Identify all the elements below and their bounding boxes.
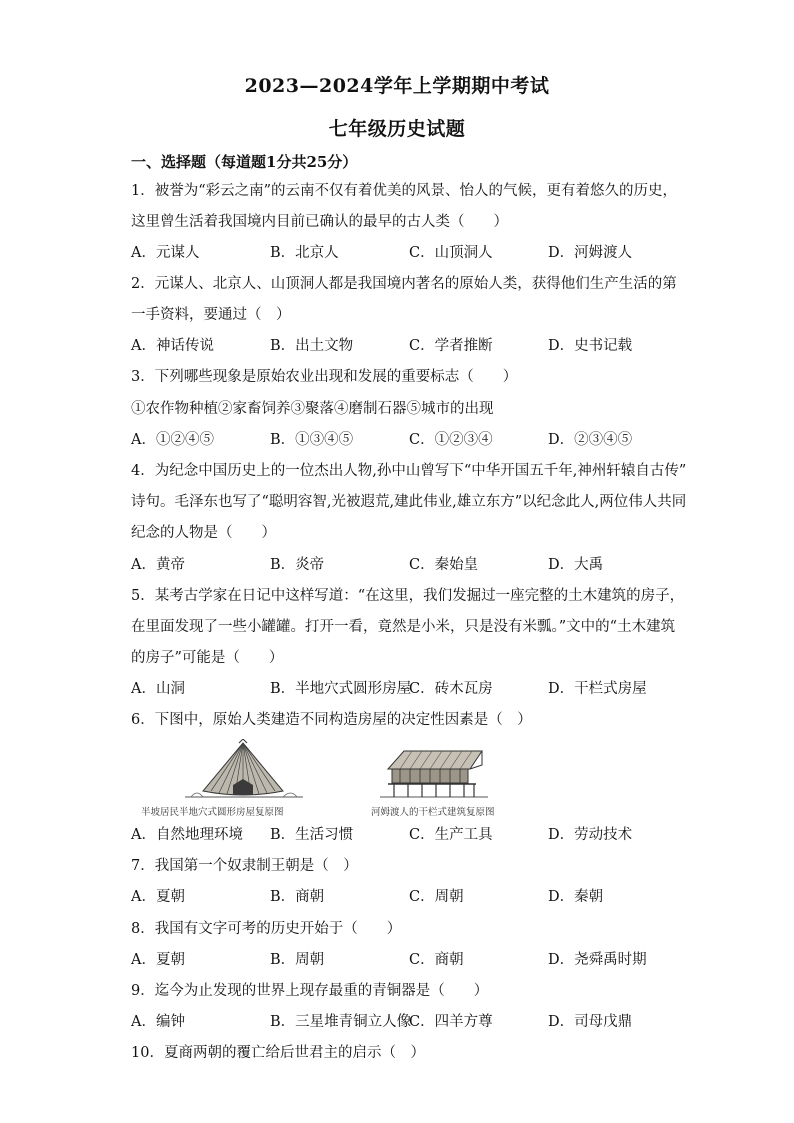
question-4-line-3: 纪念的人物是（ ） bbox=[131, 525, 276, 541]
figure-caption-1: 半坡居民半地穴式圆形房屋复原图 bbox=[141, 807, 284, 818]
question-8-options bbox=[131, 951, 691, 969]
option-c: C．四羊方尊 bbox=[409, 1014, 493, 1030]
option-b: B．周朝 bbox=[270, 952, 325, 968]
option-a: A．自然地理环境 bbox=[131, 827, 243, 843]
question-4-line-2: 诗句。毛泽东也写了“聪明容智,光被遐荒,建此伟业,雄立东方”以纪念此人,两位伟人共同 bbox=[131, 494, 687, 510]
option-c: C．①②③④ bbox=[409, 432, 493, 448]
option-d: D．史书记载 bbox=[548, 338, 633, 354]
question-2-options bbox=[131, 337, 691, 355]
exam-title: 2023—2024学年上学期期中考试 bbox=[244, 75, 550, 97]
option-c: C．秦始皇 bbox=[409, 557, 479, 573]
option-a: A．黄帝 bbox=[131, 557, 185, 573]
option-c: C．商朝 bbox=[409, 952, 464, 968]
option-b: B．炎帝 bbox=[270, 557, 325, 573]
option-c: C．周朝 bbox=[409, 889, 464, 905]
option-b: B．三星堆青铜立人像 bbox=[270, 1014, 412, 1030]
question-3-line-2: ①农作物种植②家畜饲养③聚落④磨制石器⑤城市的出现 bbox=[131, 401, 494, 417]
option-a: A．山洞 bbox=[131, 681, 185, 697]
option-a: A．夏朝 bbox=[131, 889, 185, 905]
option-d: D．②③④⑤ bbox=[548, 432, 633, 448]
question-2-line-2: 一手资料，要通过（ ） bbox=[131, 307, 291, 323]
option-b: B．半地穴式圆形房屋 bbox=[270, 681, 412, 697]
option-b: B．生活习惯 bbox=[270, 827, 354, 843]
question-9-options bbox=[131, 1013, 691, 1031]
question-6-options bbox=[131, 826, 691, 844]
question-10-line-1: 10．夏商两朝的覆亡给后世君主的启示（ ） bbox=[131, 1045, 425, 1061]
question-2-line-1: 2．元谋人、北京人、山顶洞人都是我国境内著名的原始人类，获得他们生产生活的第 bbox=[131, 276, 677, 292]
option-d: D．劳动技术 bbox=[548, 827, 633, 843]
question-9-line-1: 9．迄今为止发现的世界上现存最重的青铜器是（ ） bbox=[131, 983, 489, 999]
question-5-line-3: 的房子”可能是（ ） bbox=[131, 650, 284, 666]
question-5-options bbox=[131, 680, 691, 698]
option-b: B．商朝 bbox=[270, 889, 325, 905]
option-d: D．秦朝 bbox=[548, 889, 604, 905]
question-1-options bbox=[131, 244, 691, 262]
question-4-options bbox=[131, 556, 691, 574]
figure-caption-2: 河姆渡人的干栏式建筑复原图 bbox=[371, 807, 495, 818]
hemudu-stilt-house-figure bbox=[378, 747, 490, 801]
question-6-line-1: 6．下图中，原始人类建造不同构造房屋的决定性因素是（ ） bbox=[131, 712, 532, 728]
option-c: C．砖木瓦房 bbox=[409, 681, 493, 697]
question-8-line-1: 8．我国有文字可考的历史开始于（ ） bbox=[131, 921, 402, 937]
banpo-round-house-figure bbox=[183, 739, 305, 801]
option-a: A．①②④⑤ bbox=[131, 432, 214, 448]
question-1-line-2: 这里曾生活着我国境内目前已确认的最早的古人类（ ） bbox=[131, 214, 508, 230]
option-d: D．司母戊鼎 bbox=[548, 1014, 633, 1030]
question-3-line-1: 3．下列哪些现象是原始农业出现和发展的重要标志（ ） bbox=[131, 369, 518, 385]
option-b: B．出土文物 bbox=[270, 338, 354, 354]
option-c: C．学者推断 bbox=[409, 338, 493, 354]
question-7-line-1: 7．我国第一个奴隶制王朝是（ ） bbox=[131, 858, 358, 874]
question-5-line-2: 在里面发现了一些小罐罐。打开一看，竟然是小米，只是没有米瓢。”文中的“土木建筑 bbox=[131, 619, 676, 635]
question-7-options bbox=[131, 888, 691, 906]
exam-subtitle: 七年级历史试题 bbox=[328, 118, 466, 140]
option-d: D．大禹 bbox=[548, 557, 604, 573]
option-d: D．尧舜禹时期 bbox=[548, 952, 647, 968]
option-a: A．元谋人 bbox=[131, 245, 200, 261]
question-3-options bbox=[131, 431, 691, 449]
section-heading: 一、选择题（每道题1分共25分） bbox=[131, 153, 358, 171]
question-4-line-1: 4．为纪念中国历史上的一位杰出人物,孙中山曾写下“中华开国五千年,神州轩辕自古传” bbox=[131, 463, 687, 479]
option-a: A．夏朝 bbox=[131, 952, 185, 968]
option-d: D．干栏式房屋 bbox=[548, 681, 647, 697]
option-b: B．北京人 bbox=[270, 245, 339, 261]
question-1-line-1: 1．被誉为“彩云之南”的云南不仅有着优美的风景、怡人的气候，更有着悠久的历史， bbox=[131, 183, 678, 199]
option-a: A．编钟 bbox=[131, 1014, 185, 1030]
option-a: A．神话传说 bbox=[131, 338, 214, 354]
question-5-line-1: 5．某考古学家在日记中这样写道：“在这里，我们发掘过一座完整的土木建筑的房子， bbox=[131, 588, 685, 604]
option-b: B．①③④⑤ bbox=[270, 432, 354, 448]
option-c: C．生产工具 bbox=[409, 827, 493, 843]
option-c: C．山顶洞人 bbox=[409, 245, 493, 261]
option-d: D．河姆渡人 bbox=[548, 245, 633, 261]
